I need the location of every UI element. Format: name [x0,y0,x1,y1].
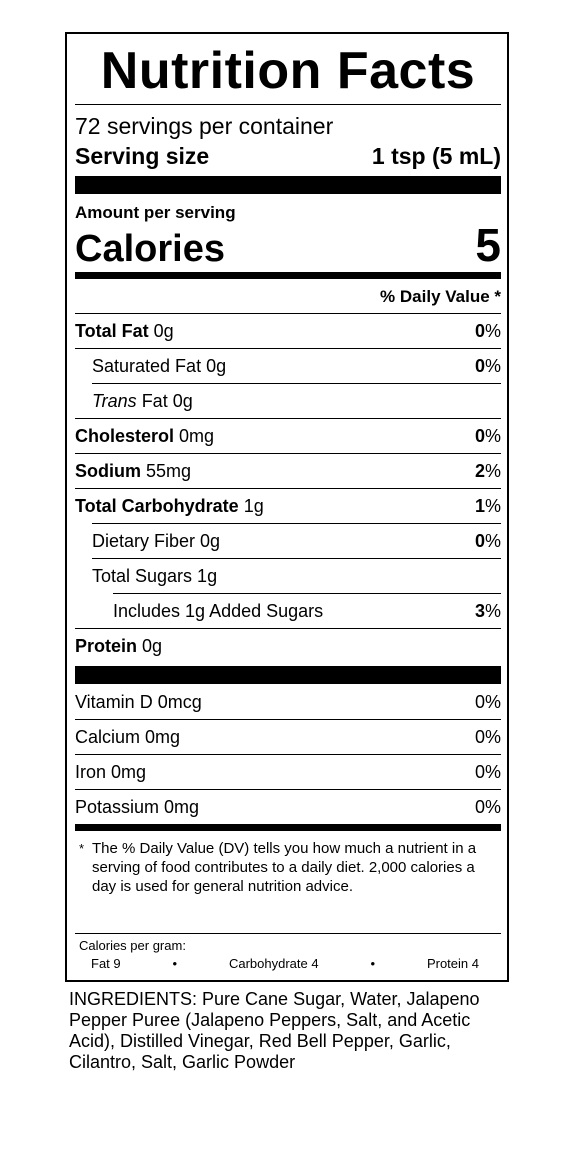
nutrient-row-saturated-fat [75,349,501,383]
thick-bar [75,666,501,684]
serving-size-label: Serving size [75,143,210,169]
vitamin-dv: 0% [474,762,501,782]
nutrient-dv: 2 [474,461,485,481]
nutrient-dv: 0 [474,321,485,341]
divider [75,104,501,105]
nutrient-name: Total Fat [75,321,149,341]
nutrient-row-total-carbohydrate [75,489,501,523]
vitamin-name: Potassium 0mg [75,797,200,817]
medium-bar [75,272,501,279]
percent-sign: % [484,496,501,516]
vitamin-dv: 0% [474,797,501,817]
nutrient-amount: Fat 0g [136,391,193,411]
nutrient-row-trans-fat [75,384,501,418]
vitamin-dv: 0% [474,692,501,712]
calories-per-gram-values [75,956,501,972]
medium-bar [75,824,501,831]
nutrient-amount: 0g [137,636,163,656]
calories-label: Calories [75,228,225,270]
nutrient-amount: 0g [148,321,174,341]
footnote [75,839,501,896]
percent-sign: % [484,531,501,551]
nutrient-dv: 0 [474,531,485,551]
nutrient-name: Cholesterol [75,426,175,446]
nutrient-name: Total Sugars 1g [92,566,218,586]
nutrient-name: Sodium [75,461,141,481]
nutrient-name: Saturated Fat 0g [92,356,227,376]
calories-value: 5 [475,219,501,271]
cpg-protein: Protein 4 [426,956,479,971]
panel-inner [75,34,501,980]
nutrient-list [75,314,501,663]
nutrient-dv: 1 [474,496,485,516]
serving-size-value: 1 tsp (5 mL) [371,143,501,169]
cpg-fat: Fat 9 [91,956,121,971]
nutrient-row-total-sugars [75,559,501,593]
nutrient-row-cholesterol [75,419,501,453]
footnote-text: The % Daily Value (DV) tells you how much a nutrient in a serving of food contributes to a daily diet. 2,000 calories a day is used for general nutrition advice. [92,840,477,895]
nutrient-dv: 0 [474,356,485,376]
nutrient-row-added-sugars [75,594,501,628]
vitamin-row [75,790,501,824]
percent-sign: % [484,356,501,376]
vitamin-row [75,685,501,719]
serving-size-row [75,142,501,170]
vitamin-row [75,755,501,789]
amount-per-serving: Amount per serving [75,203,236,222]
nutrition-facts-panel [65,32,509,982]
percent-sign: % [484,321,501,341]
vitamin-row [75,720,501,754]
nutrient-name: Trans [92,391,137,411]
percent-sign: % [484,426,501,446]
nutrient-name: Dietary Fiber 0g [92,531,221,551]
ingredients-text: INGREDIENTS: Pure Cane Sugar, Water, Jalapeno Pepper Puree (Jalapeno Peppers, Salt, and Acetic Acid), Distilled Vinegar, Red Bell Pepper, Garlic, Cilantro, Salt, Garlic Powder [69,989,480,1072]
servings-per-container: 72 servings per container [75,113,334,139]
calories-row [75,220,501,274]
vitamin-name: Vitamin D 0mcg [75,692,202,712]
calories-per-gram-label: Calories per gram: [79,938,186,953]
vitamin-dv: 0% [474,727,501,747]
footnote-asterisk: * [79,841,85,856]
nutrient-name: Includes 1g Added Sugars [113,601,324,621]
divider [75,933,501,934]
bullet: • [172,956,178,971]
vitamin-name: Calcium 0mg [75,727,181,747]
panel-title: Nutrition Facts [100,42,476,100]
nutrient-dv: 3 [474,601,485,621]
nutrient-name: Total Carbohydrate [75,496,239,516]
percent-sign: % [484,601,501,621]
nutrient-row-total-fat [75,314,501,348]
daily-value-header: % Daily Value * [380,287,501,306]
nutrient-dv: 0 [474,426,485,446]
nutrient-amount: 55mg [141,461,192,481]
nutrient-row-sodium [75,454,501,488]
nutrient-row-protein [75,629,501,663]
cpg-carbohydrate: Carbohydrate 4 [228,956,319,971]
nutrient-name: Protein [75,636,138,656]
nutrient-row-dietary-fiber [75,524,501,558]
nutrient-amount: 1g [238,496,264,516]
nutrient-amount: 0mg [174,426,215,446]
bullet: • [370,956,376,971]
vitamin-name: Iron 0mg [75,762,147,782]
percent-sign: % [484,461,501,481]
thick-bar [75,176,501,194]
vitamin-list [75,685,501,824]
